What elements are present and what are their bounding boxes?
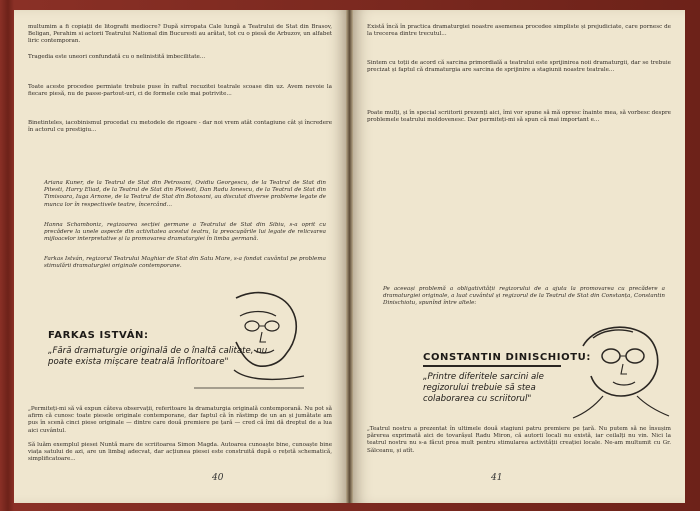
speaker-quote: „Printre diferitele sarcini ale regizorului trebuie să stea colaborarea cu scriitorul" — [423, 372, 544, 404]
portrait-sketch-icon — [174, 284, 324, 394]
body-paragraph: Toate aceste procedee permiate trebuie puse în raftul recuzitei teatrale scoase din uz. Avem nevoie la fiecare piesă, nu de passe-partout-uri, ci de formele cele mai potrivite... — [28, 84, 332, 98]
body-paragraph: Poate mulți, și în special scriitorii prezenți aici, îmi vor spune să mă opresc înainte mea, să vorbesc despre problemele teatrului moldovenesc. Dar permiteți-mi să spun că mai important e... — [367, 110, 671, 124]
portrait-sketch-icon — [563, 312, 673, 422]
right-page — [353, 10, 685, 503]
speaker-heading: CONSTANTIN DINISCHIOTU: — [423, 352, 591, 363]
page-number: 41 — [491, 473, 503, 483]
book-gutter — [346, 10, 353, 503]
body-paragraph: Tragedia este uneori confundată cu o nelinistită imbecilitate... — [28, 54, 206, 60]
sidebar-paragraph: Ariana Kuner, de la Teatrul de Stat din Petrosani, Ovidiu Georgescu, de la Teatrul de Stat din Pitesti, Harry Eliad, de la Teatrul de Stat din Ploiesti, Dan Radu Ionescu, de la Teatrul de Stat din Timisoara, Iuga Arnone, de la Teatrul de Stat din Botosani, au discutat diverse probleme legate de munca lor în respectivele teatre, încercând... — [44, 180, 326, 208]
body-paragraph: Binetinteles, iacobinismul procedat cu metodele de rigoare - dar noi vrem atât contagiune cât și încredere în actorul cu prestigiu... — [28, 120, 332, 134]
sidebar-paragraph: Hanna Schamboniz, regizoarea secției germane a Teatrului de Stat din Sibiu, s-a oprit cu precădere la unele aspecte din activitatea acestui teatru, la preocupările lui legate de relicvarea mijloacelor interpretative și la promovarea dramaturgiei în limba germană. — [44, 222, 326, 243]
body-paragraph: „Teatrul nostru a prezentat în ultimele două stagiuni patru premiere pe țară. Nu putem să ne însușim părerea exprimată aici de tovarășul Radu Miron, că autorii locali nu există, iar ceilalți nu vin. Nici la teatrul nostru nu s-a făcut prea mult pentru stimularea activității creației locale. Ne-am multumit cu Gr. Sălceanu, și atît. — [367, 426, 671, 454]
speaker-heading: FARKAS ISTVÁN: — [48, 330, 149, 341]
page-number: 40 — [212, 473, 224, 483]
body-paragraph: Sintem cu toții de acord că sarcina primordială a teatrului este sprijinirea noii dramaturgii, dar se trebuie precizat și faptul că dramaturgia are sarcina de sprijinire a stagiunii noastre teatrale... — [367, 60, 671, 74]
left-page — [14, 10, 346, 503]
body-paragraph: Să luăm exemplul piesei Nuntă mare de scriitoarea Simon Magda. Autoarea cunoaște bine, cunoaște bine viața satului de azi, are un limbaj adecvat, dar acțiunea piesei este construită după o rețetă schematică, simplificatoare... — [28, 442, 332, 463]
sidebar-paragraph: Farkas István, regizorul Teatrului Maghiar de Stat din Satu Mare, s-a fondat cuvântul pe problema stimulării dramaturgiei originale contemporane. — [44, 256, 326, 270]
body-paragraph: Există încă în practica dramaturgiei noastre asemenea procedee simpliste și prejudiciate, care pornesc de la trecerea dintre trecutul... — [367, 24, 671, 38]
speaker-quote: „Fără dramaturgie originală de o înaltă calitate, nu poate exista mișcare teatrală înfloritoare" — [48, 346, 268, 367]
body-paragraph: multumim a fi copiații de litografii mediocre? După sirropata Cale lungă a Teatrului de Stat din Brasov, Beligan, Perahim si actorii Teatrului National din Bucuresti au arătat, tot cu o piesă de Arbuzov, un alfabet liric contemporan. — [28, 24, 332, 45]
body-paragraph: „Permiteți-mi să vă expun câteva observații, referitoare la dramaturgia originală contemporană. Nu pot să afirm că cunosc toate piesele originale contemporane, dar faptul că în răstimp de un an și jumătate am pus în scenă cinci piese originale — dintre care două premiere pe țară — cred că îmi dă dreptul de a lua aici cuvântul. — [28, 406, 332, 434]
heading-underline — [423, 365, 561, 367]
intro-paragraph: Pe aceeași problemă a obligativității regizorului de a ajuta la promovarea cu precădere a dramaturgiei originale, a luat cuvântul și regizorul de la Teatrul de Stat din Constanța, Constantin Dinischiotu, spunînd între altele: — [383, 286, 665, 307]
